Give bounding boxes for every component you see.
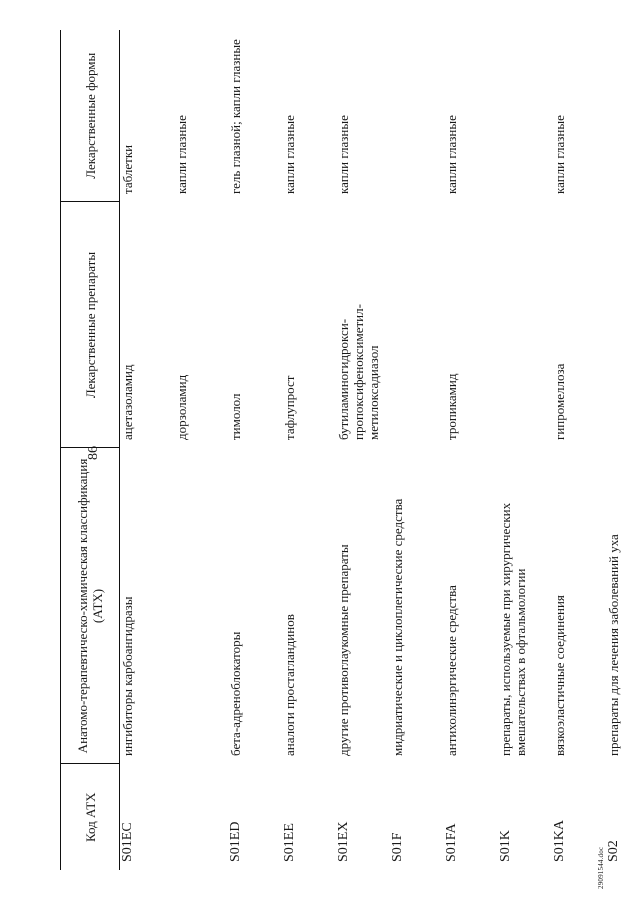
- table-row: [606, 30, 640, 870]
- atx-code: S01KA: [552, 819, 567, 862]
- drug-name: дорзоламид: [174, 374, 189, 440]
- drug-name: ацетазоламид: [120, 364, 135, 440]
- drug-name: гипромеллоза: [552, 363, 567, 440]
- atx-classification: препараты, используемые при хирургических вмешательствах в офтальмологии: [498, 502, 528, 756]
- dosage-form: [390, 30, 444, 202]
- table-row: [552, 30, 606, 870]
- table-row: [390, 30, 444, 870]
- header-forms: Лекарственные формы: [61, 30, 120, 202]
- atx-classification: другие противоглаукомные препараты: [336, 544, 351, 756]
- table-header-row: [61, 30, 120, 870]
- atx-code: [174, 764, 228, 870]
- dosage-form: капли глазные: [552, 115, 567, 194]
- table-row: [336, 30, 390, 870]
- header-classification: Анатомо-терапевтическо-химическая классификация (АТХ): [61, 448, 120, 764]
- dosage-form: капли глазные: [282, 115, 297, 194]
- table-row: [282, 30, 336, 870]
- atx-code: S01EE: [282, 823, 297, 862]
- atx-code: S01FA: [444, 823, 459, 862]
- atx-code: S01EC: [120, 822, 135, 862]
- drug-name: тафлупрост: [282, 375, 297, 440]
- atx-code: S01ED: [228, 821, 243, 862]
- atx-code: S02: [606, 840, 621, 862]
- dosage-form: капли глазные: [336, 115, 351, 194]
- drug-name: [498, 202, 552, 448]
- drug-name: тропикамид: [444, 373, 459, 440]
- atx-classification: [174, 448, 228, 764]
- atx-classification: аналоги простагландинов: [282, 614, 297, 756]
- dosage-form: [498, 30, 552, 202]
- atx-classification: препараты для лечения заболеваний уха: [606, 534, 621, 756]
- atx-table: [60, 30, 640, 870]
- drug-name: тимолол: [228, 393, 243, 440]
- atx-classification: антихолинэргические средства: [444, 585, 459, 756]
- atx-code: S01EX: [336, 821, 351, 862]
- table-row: [120, 30, 175, 870]
- dosage-form: гель глазной; капли глазные: [228, 39, 243, 194]
- table-row: [444, 30, 498, 870]
- drug-name: бутиламиногидрокси-пропоксифеноксиметил-метилоксадиазол: [336, 304, 381, 440]
- atx-classification: мидриатические и циклоплегические средства: [390, 498, 405, 756]
- atx-code: S01F: [390, 832, 405, 862]
- header-code: Код АТХ: [61, 764, 120, 870]
- header-drugs: Лекарственные препараты: [61, 202, 120, 448]
- drug-name: [390, 202, 444, 448]
- atx-code: S01K: [498, 830, 513, 862]
- atx-classification: бета-адреноблокаторы: [228, 631, 243, 756]
- dosage-form: капли глазные: [174, 115, 189, 194]
- atx-classification: вязкоэластичные соединения: [552, 595, 567, 756]
- table-row: [174, 30, 228, 870]
- table-row: [498, 30, 552, 870]
- page-number: 86: [86, 446, 101, 460]
- dosage-form: капли глазные: [444, 115, 459, 194]
- document-footer-id: 29091544.doc: [597, 846, 605, 889]
- atx-classification: ингибиторы карбоангидразы: [120, 596, 135, 756]
- dosage-form: [606, 30, 640, 202]
- drug-name: [606, 202, 640, 448]
- table-row: [228, 30, 282, 870]
- dosage-form: таблетки: [120, 144, 135, 194]
